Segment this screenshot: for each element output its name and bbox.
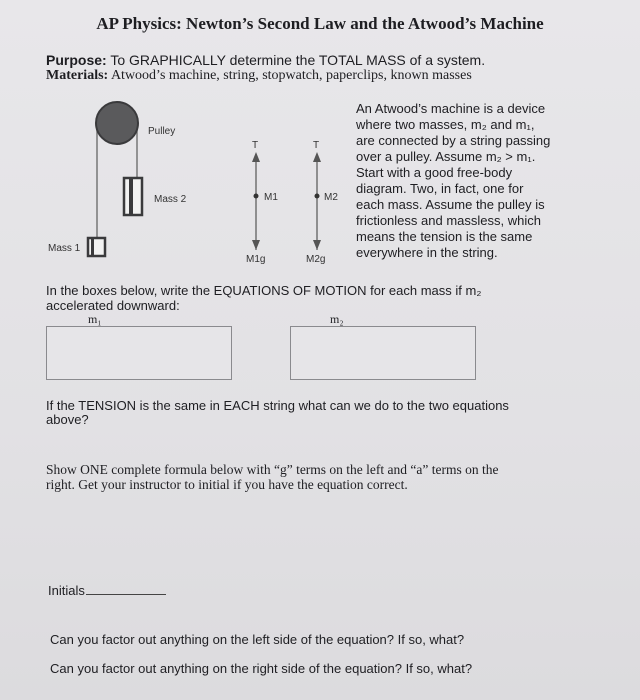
fbd-m1-down-arrow	[252, 240, 260, 250]
box-2-label: m₂	[330, 312, 344, 326]
description-line: are connected by a string passing	[356, 133, 551, 148]
equations-prompt-line: accelerated downward:	[46, 298, 180, 313]
page-title: AP Physics: Newton’s Second Law and the Atwood’s Machine	[96, 14, 544, 33]
purpose-label: Purpose:	[46, 52, 107, 68]
m2g-label: M2g	[306, 254, 326, 265]
mass-2-shade	[129, 178, 133, 215]
description-line: over a pulley. Assume m₂ > m₁.	[356, 149, 536, 164]
description-line: An Atwood’s machine is a device	[356, 101, 546, 116]
materials-line	[46, 68, 472, 84]
description-line: diagram. Two, in fact, one for	[356, 181, 524, 196]
formula-instruction-line: right. Get your instructor to initial if you have the equation correct.	[46, 477, 408, 492]
m1-label: M1	[264, 192, 278, 203]
equation-box-m2[interactable]	[290, 326, 476, 380]
equations-prompt-line: In the boxes below, write the EQUATIONS OF MOTION for each mass if m₂	[46, 283, 482, 298]
tension-label-1: T	[252, 140, 259, 151]
fbd-m1-up-arrow	[252, 152, 260, 162]
factor-left-question: Can you factor out anything on the left side of the equation? If so, what?	[50, 632, 465, 647]
equation-box-m1[interactable]	[46, 326, 232, 380]
factor-right-question: Can you factor out anything on the right side of the equation? If so, what?	[50, 661, 473, 676]
materials-label: Materials:	[46, 68, 109, 83]
m1g-label: M1g	[246, 254, 266, 265]
purpose-text: To GRAPHICALLY determine the TOTAL MASS of a system.	[110, 52, 486, 68]
formula-instruction-line: Show ONE complete formula below with “g” terms on the left and “a” terms on the	[46, 462, 499, 477]
description-line: frictionless and massless, which	[356, 213, 541, 228]
fbd-m2-up-arrow	[313, 152, 321, 162]
pulley-label: Pulley	[148, 126, 176, 137]
mass-1-shade	[91, 238, 94, 256]
m2-label: M2	[324, 192, 338, 203]
fbd-m2-dot	[315, 194, 320, 199]
fbd-m2-down-arrow	[313, 240, 321, 250]
mass-2-label: Mass 2	[154, 194, 187, 205]
description-line: where two masses, m₂ and m₁,	[356, 117, 535, 132]
formula-instruction	[46, 462, 499, 492]
mass-1-label: Mass 1	[48, 243, 81, 254]
equations-prompt	[46, 283, 481, 313]
initials-field	[48, 583, 166, 598]
box-1-label: m₁	[88, 312, 102, 326]
pulley-wheel	[96, 102, 138, 144]
mass-1-block	[88, 238, 105, 256]
tension-question	[46, 399, 509, 427]
purpose-line	[46, 52, 485, 68]
description-line: each mass. Assume the pulley is	[356, 197, 545, 212]
description-line: Start with a good free-body	[356, 165, 513, 180]
tension-label-2: T	[313, 140, 320, 151]
description-line: everywhere in the string.	[356, 245, 498, 260]
tension-question-line: above?	[46, 412, 89, 427]
materials-text: Atwood’s machine, string, stopwatch, paperclips, known masses	[110, 68, 472, 83]
initials-line[interactable]	[86, 583, 166, 595]
description-line: means the tension is the same	[356, 229, 533, 244]
initials-label: Initials	[48, 583, 85, 598]
tension-question-line: If the TENSION is the same in EACH string what can we do to the two equations	[46, 398, 509, 413]
fbd-m1-dot	[254, 194, 259, 199]
description-text	[356, 101, 550, 261]
